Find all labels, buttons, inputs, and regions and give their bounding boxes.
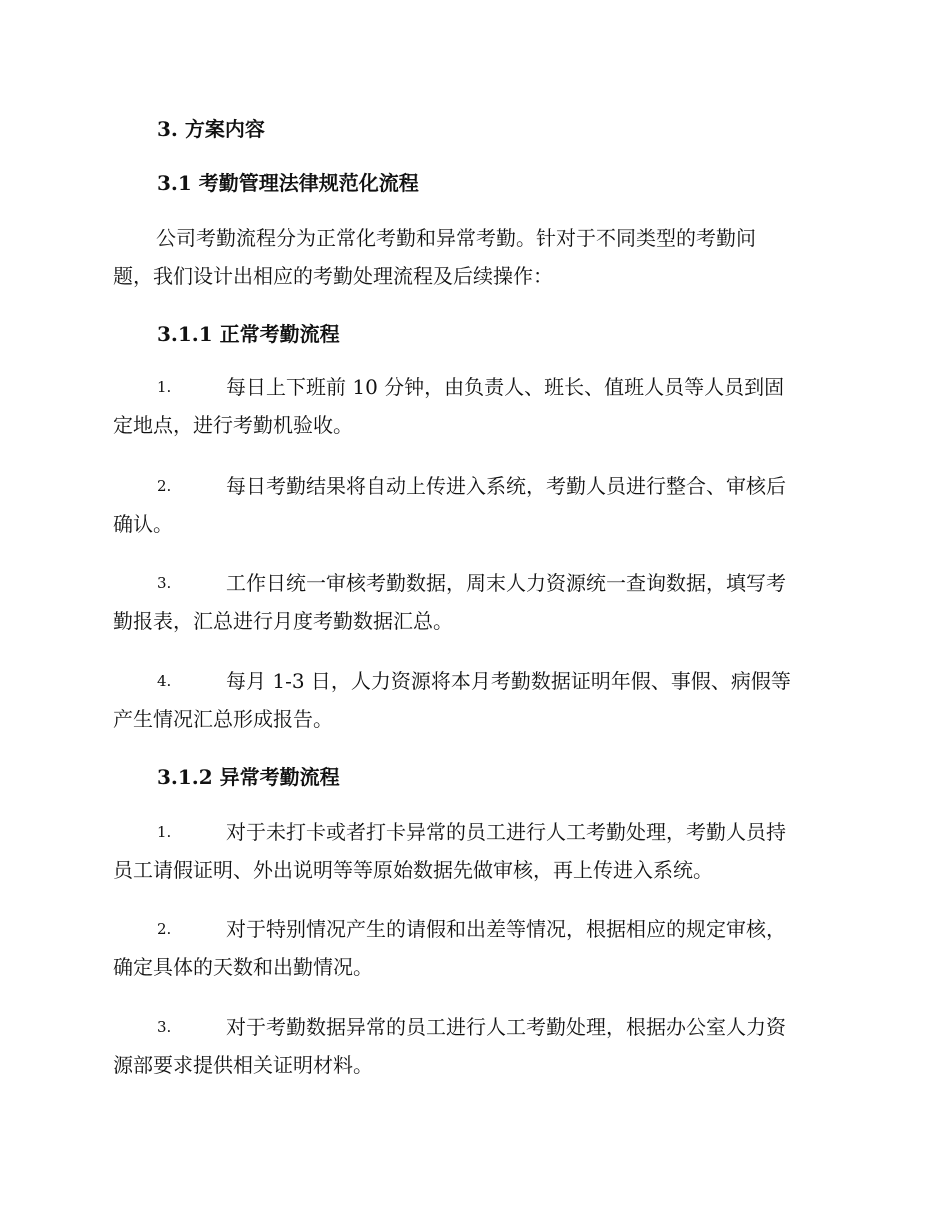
- normal-list-item: [113, 662, 838, 738]
- section-3-1-2-heading: 3.1.2 异常考勤流程: [157, 765, 340, 789]
- list-item-text: 确定具体的天数和出勤情况。: [113, 955, 373, 979]
- list-number: 3.: [157, 574, 172, 592]
- intro-paragraph: [113, 219, 838, 295]
- list-item-text: 定地点，进行考勤机验收。: [113, 413, 353, 437]
- abnormal-list-item: [113, 910, 838, 986]
- list-item-text: 对于考勤数据异常的员工进行人工考勤处理，根据办公室人力资: [226, 1015, 786, 1039]
- list-item-text: 对于未打卡或者打卡异常的员工进行人工考勤处理，考勤人员持: [226, 820, 786, 844]
- list-item-text: 产生情况汇总形成报告。: [113, 707, 333, 731]
- list-number: 4.: [157, 672, 172, 690]
- list-number: 2.: [157, 920, 172, 938]
- list-number: 3.: [157, 1018, 172, 1036]
- list-number: 2.: [157, 477, 172, 495]
- list-item-text: 源部要求提供相关证明材料。: [113, 1053, 373, 1077]
- list-item-text: 员工请假证明、外出说明等等原始数据先做审核，再上传进入系统。: [113, 858, 713, 882]
- normal-list-item: [113, 564, 838, 640]
- normal-list-item: [113, 368, 838, 444]
- section-3-1-1-heading: 3.1.1 正常考勤流程: [157, 322, 340, 346]
- section-3-1-heading: 3.1 考勤管理法律规范化流程: [157, 171, 419, 195]
- abnormal-list-item: [113, 1008, 838, 1084]
- normal-list-item: [113, 467, 838, 543]
- abnormal-list-item: [113, 813, 838, 889]
- list-item-text: 工作日统一审核考勤数据，周末人力资源统一查询数据，填写考: [226, 571, 786, 595]
- intro-line: 公司考勤流程分为正常化考勤和异常考勤。针对于不同类型的考勤问: [156, 226, 756, 250]
- list-item-text: 确认。: [113, 512, 173, 536]
- intro-line: 题，我们设计出相应的考勤处理流程及后续操作：: [113, 264, 553, 288]
- list-number: 1.: [157, 378, 172, 396]
- list-item-text: 每月 1-3 日，人力资源将本月考勤数据证明年假、事假、病假等: [226, 669, 791, 693]
- list-item-text: 每日考勤结果将自动上传进入系统，考勤人员进行整合、审核后: [226, 474, 786, 498]
- list-item-text: 勤报表，汇总进行月度考勤数据汇总。: [113, 609, 453, 633]
- list-item-text: 对于特别情况产生的请假和出差等情况，根据相应的规定审核，: [226, 917, 786, 941]
- section-3-heading: 3. 方案内容: [157, 117, 265, 141]
- list-number: 1.: [157, 823, 172, 841]
- list-item-text: 每日上下班前 10 分钟，由负责人、班长、值班人员等人员到固: [226, 375, 785, 399]
